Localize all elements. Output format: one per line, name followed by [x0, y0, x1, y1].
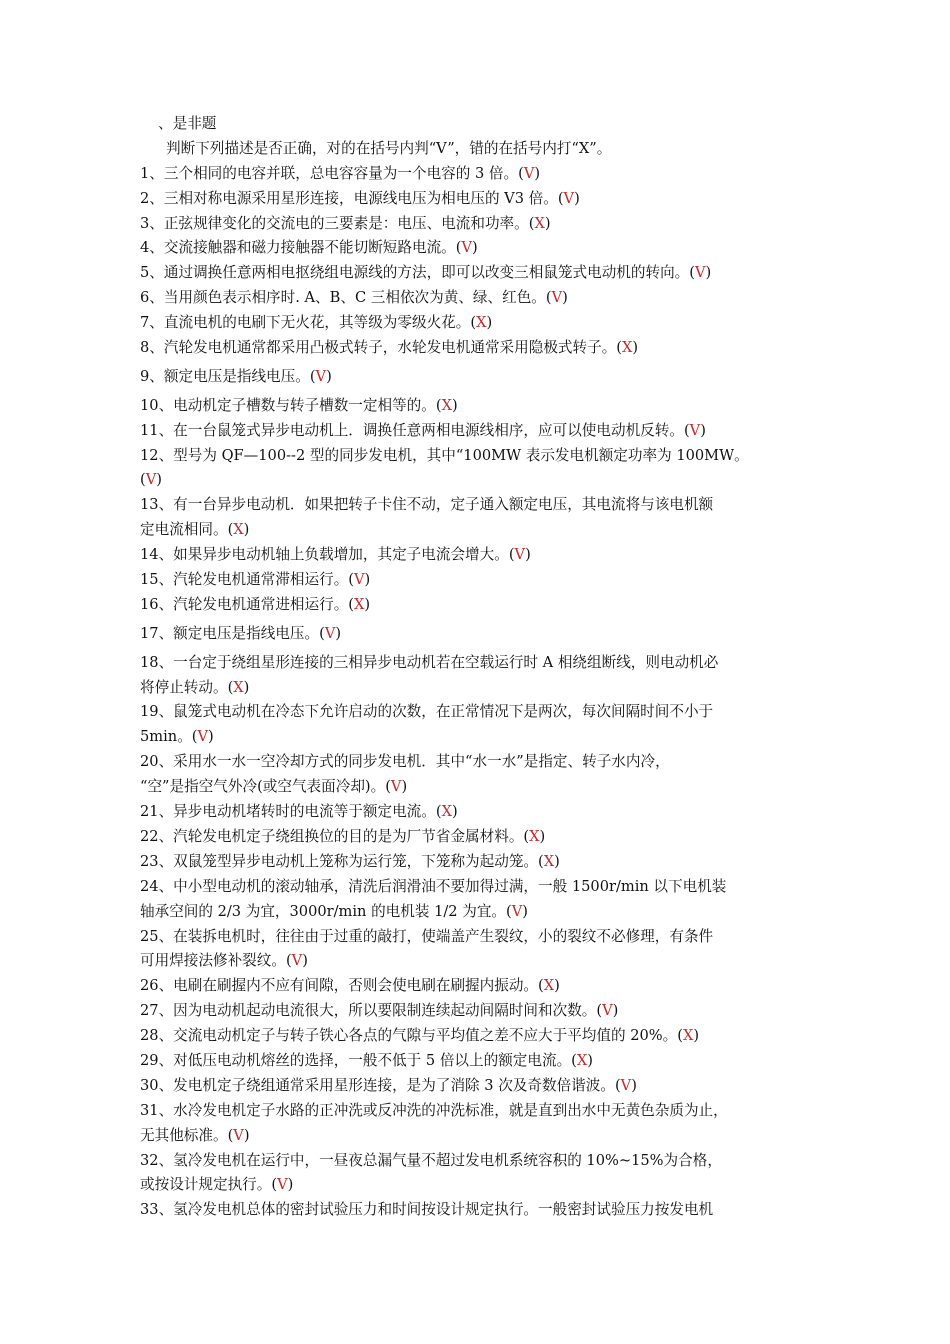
question-line [140, 622, 810, 647]
question-text: 16、汽轮发电机通常进相运行。 [140, 595, 349, 613]
question-text: 28、交流电动机定子与转子铁心各点的气隙与平均值之差不应大于平均值的 20%。 [140, 1027, 678, 1045]
question-line [140, 974, 810, 999]
question-text: 14、如果异步电动机轴上负载增加，其定子电流会增大。 [140, 546, 509, 564]
question-text: 2、三相对称电源采用星形连接，电源线电压为相电压的 V3 倍。 [140, 189, 558, 207]
question-line [140, 236, 810, 261]
answer-mark: (V) [285, 952, 308, 970]
answer-mark: (V) [309, 367, 332, 385]
question-line [140, 651, 810, 676]
question-text: 21、异步电动机堵转时的电流等于额定电流。 [140, 803, 436, 821]
question-text: 32、氢冷发电机在运行中，一昼夜总漏气量不超过发电机系统容积的 10%~15%为合格， [140, 1151, 722, 1169]
question-line [140, 1149, 810, 1174]
question-line [140, 925, 810, 950]
question-text: 1、三个相同的电容并联，总电容容量为一个电容的 3 倍。 [140, 164, 519, 182]
question-text: 29、对低压电动机熔丝的选择，一般不低于 5 倍以上的额定电流。 [140, 1051, 572, 1069]
answer-mark: (V) [506, 902, 528, 920]
question-text: 26、电刷在刷握内不应有间隙，否则会使电刷在刷握内振动。 [140, 977, 539, 995]
question-line [140, 1198, 810, 1223]
question-line [140, 850, 810, 875]
question-line [140, 593, 810, 618]
answer-mark: (V) [596, 1002, 619, 1020]
answer-mark: (X) [677, 1027, 700, 1045]
question-text: 19、鼠笼式电动机在冷态下允许启动的次数，在正常情况下是两次，每次间隔时间不小于 [140, 703, 714, 721]
answer-mark: (V) [614, 1076, 637, 1094]
question-line-continued [140, 725, 810, 750]
answer-mark: (X) [227, 521, 250, 539]
section-title: 、是非题 [158, 115, 217, 132]
question-text: 4、交流接触器和磁力接触器不能切断短路电流。 [140, 239, 456, 257]
question-line [140, 568, 810, 593]
question-line-continued [140, 468, 810, 493]
question-line-continued [140, 775, 810, 800]
answer-mark: (X) [227, 678, 250, 696]
answer-mark: (V) [191, 728, 214, 746]
question-text: 17、额定电压是指线电压。 [140, 624, 320, 642]
question-text: 24、中小型电动机的滚动轴承，清洗后润滑油不要加得过满，一般 1500r/min 以下电机装 [140, 877, 727, 895]
question-text: 11、在一台鼠笼式异步电动机上．调换任意两相电源线相序，应可以使电动机反转。 [140, 421, 684, 439]
question-line [140, 825, 810, 850]
question-text: 20、采用水一水一空冷却方式的同步发电机．其中“水一水”是指定、转子水内冷， [140, 753, 670, 771]
question-line [140, 875, 810, 900]
question-line [140, 1099, 810, 1124]
question-text: 定电流相同。 [140, 521, 228, 539]
question-line [140, 1024, 810, 1049]
question-text: 25、在装拆电机时，往往由于过重的敲打，使端盖产生裂纹，小的裂纹不必修理，有条件 [140, 927, 714, 945]
question-text: 30、发电机定子绕组通常采用星形连接，是为了消除 3 次及奇数倍谐波。 [140, 1076, 615, 1094]
document-page [140, 112, 810, 1223]
question-text: 33、氢冷发电机总体的密封试验压力和时间按设计规定执行。一般密封试验压力按发电机 [140, 1201, 714, 1219]
instruction-text: 判断下列描述是否正确，对的在括号内判“V”，错的在括号内打“X”。 [166, 139, 612, 157]
answer-mark: (V) [683, 421, 706, 439]
question-text: 或按设计规定执行。 [140, 1176, 272, 1194]
question-line [140, 800, 810, 825]
answer-mark: (V) [385, 778, 408, 796]
question-text: 27、因为电动机起动电流很大，所以要限制连续起动间隔时间和次数。 [140, 1002, 597, 1020]
answer-mark: (V) [140, 471, 162, 489]
question-line [140, 1049, 810, 1074]
answer-mark: (V) [271, 1176, 294, 1194]
answer-mark: (X) [571, 1051, 593, 1069]
answer-mark: (X) [435, 396, 458, 414]
question-text: 5min。 [140, 728, 192, 746]
answer-mark: (X) [528, 214, 551, 232]
answer-mark: (V) [508, 546, 531, 564]
question-line-continued [140, 518, 810, 543]
question-line [140, 543, 810, 568]
question-line-continued [140, 900, 810, 925]
answer-mark: (V) [227, 1126, 250, 1144]
question-text: “空”是指空气外冷(或空气表面冷却)。 [140, 778, 386, 796]
answer-mark: (X) [470, 314, 493, 332]
answer-mark: (V) [348, 571, 371, 589]
question-list [140, 162, 810, 1223]
question-text: 15、汽轮发电机通常滞相运行。 [140, 571, 349, 589]
question-text: 可用焊接法修补裂纹。 [140, 952, 286, 970]
question-line [140, 261, 810, 286]
question-text: 7、直流电机的电刷下无火花，其等级为零级火花。 [140, 314, 471, 332]
question-text: 18、一台定于绕组星形连接的三相异步电动机若在空载运行时 A 相绕组断线，则电动机必 [140, 653, 719, 671]
question-line [140, 394, 810, 419]
question-line [140, 1074, 810, 1099]
question-text: 23、双鼠笼型异步电动机上笼称为运行笼，下笼称为起动笼。 [140, 852, 539, 870]
question-line [140, 750, 810, 775]
question-text: 8、汽轮发电机通常都采用凸极式转子，水轮发电机通常采用隐极式转子。 [140, 339, 617, 357]
answer-mark: (X) [538, 977, 560, 995]
question-line [140, 311, 810, 336]
question-line [140, 444, 810, 469]
question-line [140, 187, 810, 212]
answer-mark: (X) [538, 852, 560, 870]
question-line [140, 336, 810, 361]
question-line-continued [140, 1173, 810, 1198]
question-text: 6、当用颜色表示相序时. A、B、C 三相依次为黄、绿、红色。 [140, 289, 546, 307]
question-line [140, 162, 810, 187]
question-text: 22、汽轮发电机定子绕组换位的目的是为厂节省金属材料。 [140, 827, 524, 845]
answer-mark: (X) [523, 827, 546, 845]
question-text: 9、额定电压是指线电压。 [140, 367, 310, 385]
answer-mark: (V) [557, 189, 580, 207]
question-line [140, 365, 810, 390]
answer-mark: (V) [319, 624, 342, 642]
answer-mark: (V) [455, 239, 478, 257]
question-line [140, 999, 810, 1024]
answer-mark: (X) [348, 595, 371, 613]
answer-mark: (V) [545, 289, 568, 307]
answer-mark: (V) [518, 164, 541, 182]
question-text: 10、电动机定子槽数与转子槽数一定相等的。 [140, 396, 436, 414]
question-line-continued [140, 1124, 810, 1149]
question-text: 13、有一台异步电动机．如果把转子卡住不动，定子通入额定电压，其电流将与该电机额 [140, 496, 714, 514]
answer-mark: (V) [689, 264, 712, 282]
question-text: 12、型号为 QF—100--2 型的同步发电机，其中“100MW 表示发电机额定功率为 100MW。 [140, 446, 749, 464]
question-line [140, 286, 810, 311]
question-text: 将停止转动。 [140, 678, 228, 696]
question-text: 轴承空间的 2/3 为宜，3000r/min 的电机装 1/2 为宜。 [140, 902, 507, 920]
answer-mark: (X) [435, 803, 458, 821]
question-text: 31、水冷发电机定子水路的正冲洗或反冲洗的冲洗标准，就是直到出水中无黄色杂质为止， [140, 1101, 728, 1119]
question-text: 无其他标准。 [140, 1126, 228, 1144]
question-text: 5、通过调换任意两相电抠绕组电源线的方法，即可以改变三相鼠笼式电动机的转向。 [140, 264, 690, 282]
question-line-continued [140, 949, 810, 974]
question-text: 3、正弦规律变化的交流电的三要素是：电压、电流和功率。 [140, 214, 529, 232]
question-line [140, 212, 810, 237]
question-line [140, 419, 810, 444]
question-line [140, 700, 810, 725]
answer-mark: (X) [616, 339, 639, 357]
question-line-continued [140, 676, 810, 701]
question-line [140, 493, 810, 518]
